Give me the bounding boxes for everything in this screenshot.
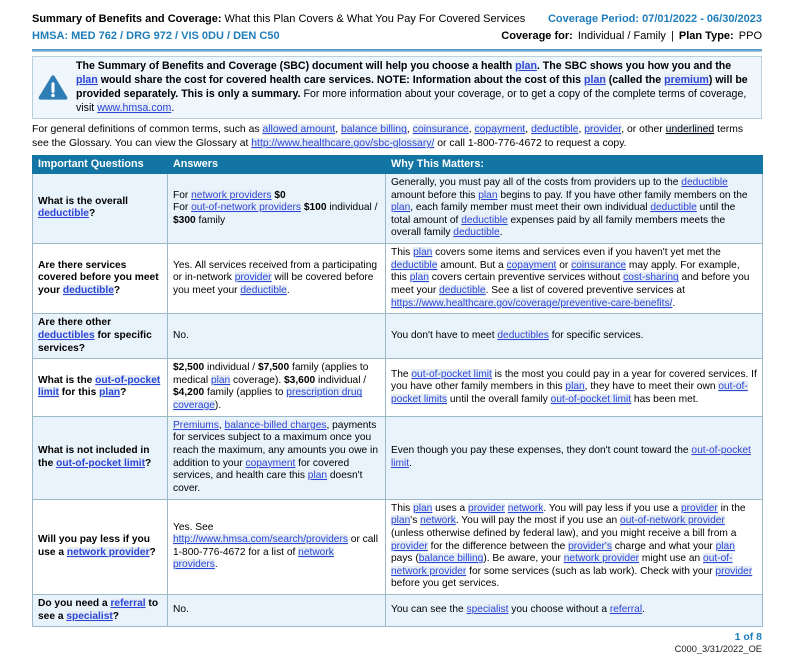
inline-link[interactable]: out-of-pocket limit (550, 393, 632, 405)
text-segment: , or other (621, 124, 666, 136)
text-segment: , (525, 124, 532, 136)
text-segment: ). (214, 400, 222, 412)
text-segment: , (578, 124, 585, 136)
answer-cell (168, 314, 386, 359)
text-segment: Will you pay less if you use a (38, 534, 150, 558)
text-segment: 's (410, 515, 421, 527)
inline-link[interactable]: plan (715, 540, 735, 552)
text-segment: . You will pay less if you use a (543, 502, 681, 514)
text-segment: , payments for services subject to a maximum once you reach the maximum, any amounts you owe in addition to your (173, 419, 378, 469)
text-segment: This (391, 247, 414, 259)
document-header-line2 (32, 29, 762, 43)
text-segment: family (applies to (204, 387, 287, 399)
table-row (33, 173, 763, 243)
answer-cell (168, 244, 386, 314)
coverage-for-label: Coverage for: (501, 30, 573, 43)
text-segment: . (499, 227, 503, 239)
text-segment: terms see the Glossary. You can view the Glossary at (32, 124, 744, 149)
text-segment: for covered services, and health care this (173, 457, 350, 482)
question-cell (33, 173, 168, 243)
inline-link[interactable]: provider (584, 124, 622, 136)
text-segment: for some services (such as lab work). Check with your (466, 565, 716, 577)
inline-link[interactable]: provider (391, 540, 428, 552)
text-segment: ? (144, 457, 152, 469)
inline-link[interactable]: balance-billed charges (224, 419, 327, 431)
coverage-for-value: Individual / Family (577, 30, 666, 43)
text-segment: . (672, 297, 676, 309)
text-segment: has been met. (631, 393, 699, 405)
text-segment: , (335, 124, 341, 136)
inline-link[interactable]: deductible (240, 285, 287, 296)
question-cell (33, 595, 168, 627)
text-segment: $2,500 (173, 362, 205, 374)
text-segment: or call 1-800-776-4672 to request a copy. (434, 137, 627, 149)
questions-table (32, 155, 763, 628)
text-segment: will be covered before you meet your (173, 272, 374, 296)
text-segment: . (286, 285, 290, 296)
text-segment: Generally, you must pay all of the costs from providers up to the (391, 176, 682, 188)
text-segment: . See a list of covered preventive services at (485, 285, 685, 296)
text-segment: Are there other (38, 317, 112, 329)
text-segment: for the difference between the (427, 540, 569, 552)
text-segment: For (173, 202, 192, 214)
inline-link[interactable]: out-of-pocket limit (56, 457, 145, 469)
text-segment: Do you need a (38, 598, 111, 610)
inline-link[interactable]: out-of-pocket limits (391, 381, 748, 405)
inline-link[interactable]: https://www.healthcare.gov/coverage/preventive-care-benefits/ (391, 297, 673, 309)
why-cell (386, 314, 763, 359)
text-segment: What is the overall (38, 195, 129, 207)
text-segment: or (556, 259, 572, 271)
answer-cell (168, 416, 386, 499)
header-divider (32, 49, 762, 52)
table-row (33, 314, 763, 359)
inline-link[interactable]: deductible (681, 176, 728, 188)
inline-link[interactable]: provider's (568, 540, 612, 552)
inline-link[interactable]: cost-sharing (623, 272, 679, 284)
text-segment: What is the (38, 374, 96, 386)
why-cell (386, 595, 763, 627)
inline-link[interactable]: plan (478, 189, 498, 201)
inline-link[interactable]: deductible (453, 227, 500, 239)
text-segment: $3,600 (284, 374, 316, 386)
inline-link[interactable]: deductibles (497, 329, 549, 341)
text-segment: You can see the (391, 604, 467, 616)
text-segment: charge and what your (611, 540, 716, 552)
text-segment: This is only a summary. (181, 87, 301, 100)
answer-cell (168, 595, 386, 627)
inline-link[interactable]: deductible (38, 208, 89, 220)
question-cell (33, 244, 168, 314)
inline-link[interactable]: balance billing (418, 553, 484, 565)
text-segment: until the overall family (447, 393, 551, 405)
inline-link[interactable]: Premiums (173, 419, 219, 431)
document-header-line1 (32, 12, 762, 26)
inline-link[interactable]: copayment (245, 457, 296, 469)
text-segment: For (173, 189, 192, 201)
column-header-why-this-matters: Why This Matters: (386, 155, 763, 173)
inline-link[interactable]: deductible (391, 259, 438, 271)
why-cell (386, 173, 763, 243)
inline-link[interactable]: out-of-pocket limit (411, 368, 492, 380)
coverage-for (499, 29, 762, 43)
text-segment: ? (120, 387, 127, 399)
text-segment: amount. But a (437, 259, 507, 271)
table-header-row (33, 155, 763, 173)
inline-link[interactable]: deductible (439, 285, 486, 296)
page-number: 1 of 8 (734, 631, 762, 644)
text-segment: expenses paid by all family members meets the overall family (391, 214, 726, 239)
why-cell (386, 499, 763, 594)
text-segment: is the most you could pay in a year for covered services. If you have other family members in this (391, 368, 757, 393)
inline-link[interactable]: network provider (66, 546, 150, 558)
inline-link[interactable]: out-of-pocket limit (391, 445, 751, 469)
text-segment: . (409, 457, 412, 469)
text-segment: ). Be aware, your (483, 553, 564, 565)
text-segment: This (391, 502, 414, 514)
inline-link[interactable]: plan (210, 374, 231, 386)
page-title (32, 12, 525, 26)
text-segment: Yes. See (173, 521, 214, 533)
text-segment: (called the (605, 73, 665, 86)
page-title-bold: Summary of Benefits and Coverage: (32, 13, 222, 25)
answer-cell (168, 173, 386, 243)
inline-link[interactable]: provider (468, 502, 505, 514)
question-cell (33, 314, 168, 359)
text-segment: you choose without a (508, 604, 610, 616)
inline-link[interactable]: plan (413, 502, 433, 514)
question-cell (33, 499, 168, 594)
text-segment: ? (112, 610, 119, 622)
text-segment: . (642, 604, 645, 616)
inline-link[interactable]: prescription drug coverage (173, 387, 363, 412)
inline-link[interactable]: plan (99, 387, 121, 399)
page-title-rest: What this Plan Covers & What You Pay For Covered Services (224, 13, 526, 25)
inline-link[interactable]: network providers (191, 189, 272, 201)
definitions-paragraph (32, 123, 762, 150)
inline-link[interactable]: out-of-pocket limit (38, 374, 161, 399)
text-segment: individual / (204, 362, 258, 374)
text-segment: covers some items and services even if you haven't yet met the (432, 247, 721, 259)
warning-icon (38, 74, 68, 101)
text-segment: What is not included in the (38, 445, 150, 469)
inline-link[interactable]: coinsurance (412, 124, 469, 136)
text-segment: would share the cost for covered health care services. NOTE: Information about the cost of this (97, 73, 585, 86)
question-cell (33, 359, 168, 417)
inline-link[interactable]: deductibles (38, 329, 95, 341)
separator: | (670, 30, 674, 43)
inline-link[interactable]: allowed amount (262, 124, 336, 136)
text-segment: or call 1-800-776-4672 for a list of (173, 534, 378, 558)
text-segment: ? (149, 546, 156, 558)
question-cell (33, 416, 168, 499)
text-segment: , (468, 124, 475, 136)
text-segment: The (391, 368, 412, 380)
plan-type-value: PPO (738, 30, 762, 43)
notice-paragraph (76, 60, 753, 116)
inline-link[interactable]: out-of-network providers (191, 202, 301, 214)
inline-link[interactable]: plan (565, 381, 585, 393)
inline-link[interactable]: network provider (563, 553, 640, 565)
inline-link[interactable]: out-of-network provider (620, 515, 725, 527)
text-segment: , (406, 124, 413, 136)
inline-link[interactable]: network (420, 515, 456, 527)
text-segment: amount before this (391, 189, 479, 201)
inline-link[interactable]: deductible (461, 214, 508, 226)
plan-codes: HMSA: MED 762 / DRG 972 / VIS 0DU / DEN C50 (32, 30, 280, 43)
inline-link[interactable]: provider (715, 565, 753, 577)
table-row (33, 244, 763, 314)
inline-link[interactable]: www.hmsa.com (97, 101, 172, 114)
text-segment: . You will pay the most if you use an (455, 515, 621, 527)
text-segment: to see a (38, 598, 159, 622)
text-segment: Yes. All services received from a participating or in-network (173, 259, 378, 284)
text-segment: ) will be provided separately. (76, 73, 748, 100)
inline-link[interactable]: premium (664, 73, 709, 86)
text-segment: may apply. For example, this (391, 259, 740, 284)
text-segment: coverage). (230, 374, 284, 386)
text-segment: $300 (173, 214, 196, 226)
text-segment: for specific services. (548, 329, 644, 341)
inline-link[interactable]: coinsurance (571, 259, 627, 271)
text-segment: $7,500 (257, 362, 290, 374)
inline-link[interactable]: plan (515, 59, 537, 72)
questions-table-body (33, 173, 763, 627)
inline-link[interactable]: copayment (506, 259, 557, 271)
inline-link[interactable]: deductible (650, 202, 697, 214)
text-segment: before you get services. (391, 578, 500, 590)
inline-link[interactable]: network (507, 502, 544, 514)
inline-link[interactable]: http://www.hmsa.com/search/providers (173, 534, 348, 546)
inline-link[interactable]: http://www.healthcare.gov/sbc-glossary/ (251, 137, 435, 149)
table-row (33, 499, 763, 594)
answer-cell (168, 499, 386, 594)
inline-link[interactable]: plan (584, 73, 606, 86)
text-segment: For general definitions of common terms, such as (32, 124, 263, 136)
text-segment: , (218, 419, 225, 431)
text-segment: individual / (315, 374, 367, 386)
text-segment: No. (173, 604, 189, 616)
text-segment: $100 (303, 202, 327, 214)
inline-link[interactable]: plan (307, 470, 328, 482)
inline-link[interactable]: copayment (474, 124, 526, 136)
column-header-important-questions: Important Questions (33, 155, 168, 173)
text-segment: $4,200 (173, 387, 205, 399)
text-segment: . The SBC shows you how you and the (536, 59, 732, 72)
text-segment: (unless otherwise defined by federal law), and you might receive a bill from a (391, 527, 737, 539)
inline-link[interactable]: deductible (531, 124, 579, 136)
inline-link[interactable]: plan (409, 272, 429, 284)
text-segment: begins to pay. If you have other family members on the (497, 189, 748, 201)
text-segment: and before you meet your (391, 272, 750, 296)
inline-link[interactable]: provider (234, 272, 272, 284)
text-segment: For more information about your coverage, or to get a copy of the complete terms of coverage, visit (76, 87, 747, 114)
inline-link[interactable]: deductible (62, 285, 114, 296)
text-segment: $0 (274, 189, 286, 201)
inline-link[interactable]: referral (609, 604, 643, 616)
inline-link[interactable]: referral (110, 598, 146, 610)
table-row (33, 416, 763, 499)
notice-box (32, 56, 762, 120)
inline-link[interactable]: plan (391, 202, 411, 214)
inline-link[interactable]: plan (391, 515, 411, 527)
text-segment: until the total amount of (391, 202, 736, 226)
document-code: C000_3/31/2022_OE (674, 644, 762, 654)
text-segment: , they have to meet their own (584, 381, 719, 393)
column-header-answers: Answers (168, 155, 386, 173)
plan-type-label: Plan Type: (678, 30, 734, 43)
text-segment: individual / (326, 202, 378, 214)
text-segment: uses a (432, 502, 469, 514)
text-segment: Even though you pay these expenses, they don't count toward the (391, 445, 692, 457)
table-row (33, 359, 763, 417)
page-footer (32, 631, 762, 654)
inline-link[interactable]: plan (76, 73, 98, 86)
inline-link[interactable]: specialist (466, 604, 509, 616)
inline-link[interactable]: network providers (173, 546, 334, 571)
inline-link[interactable]: specialist (66, 610, 113, 622)
table-row (33, 595, 763, 627)
coverage-period: Coverage Period: 07/01/2022 - 06/30/2023 (547, 13, 762, 25)
text-segment: ? (113, 285, 121, 296)
text-segment: covers certain preventive services without (428, 272, 624, 284)
text-segment: pays ( (391, 553, 419, 565)
text-segment: , each family member must meet their own individual (410, 202, 651, 214)
text-segment: in the (717, 502, 746, 514)
text-segment: family (applies to medical (173, 362, 369, 386)
answer-cell (168, 359, 386, 417)
text-segment: for this (58, 387, 100, 399)
text-segment: for specific services? (38, 329, 152, 354)
text-segment: You don't have to meet (391, 329, 498, 341)
text-segment: . (214, 559, 218, 571)
text-segment: No. (173, 329, 189, 341)
text-segment: might use an (639, 553, 704, 565)
why-cell (386, 416, 763, 499)
text-segment: The Summary of Benefits and Coverage (SBC) document will help you choose a health (76, 59, 516, 72)
why-cell (386, 244, 763, 314)
text-segment: Are there services covered before you meet your (38, 259, 159, 296)
text-segment: . (171, 101, 175, 114)
why-cell (386, 359, 763, 417)
inline-link[interactable]: provider (680, 502, 718, 514)
text-segment: doesn't cover. (173, 470, 363, 494)
text-segment: underlined (665, 124, 715, 136)
inline-link[interactable]: out-of-network provider (391, 553, 733, 577)
text-segment: family (195, 214, 226, 226)
inline-link[interactable]: balance billing (341, 124, 407, 136)
inline-link[interactable]: plan (413, 247, 433, 259)
text-segment: ? (88, 208, 96, 220)
